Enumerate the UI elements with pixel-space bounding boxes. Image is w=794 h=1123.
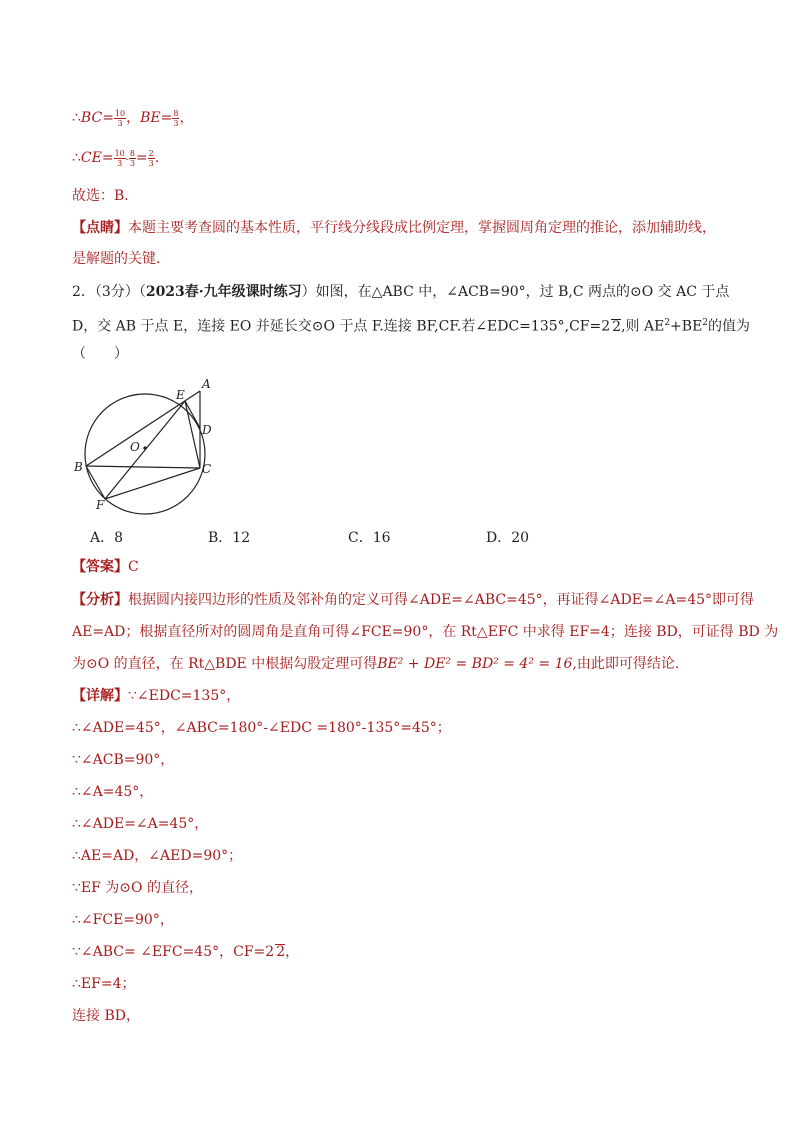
comment-line-2: 是解题的关键． — [72, 251, 170, 267]
detail-line-4: ∴∠A=45°， — [72, 784, 154, 800]
prev-choose: 故选：B． — [72, 188, 139, 204]
detail-line-9: ∵∠ABC= ∠EFC=45°，CF=2 2， — [72, 944, 300, 960]
geometry-figure — [68, 375, 228, 515]
detail-line-2: ∴∠ADE=45°，∠ABC=180°-∠EDC =180°-135°=45°； — [72, 720, 451, 736]
label-c: C — [202, 462, 212, 476]
segment-ba — [86, 391, 200, 466]
label-b: B — [74, 460, 83, 474]
comment-line-1: 【点睛】本题主要考查圆的基本性质，平行线分线段成比例定理，掌握圆周角定理的推论，添加辅助线， — [72, 220, 716, 236]
analysis-line-1: 【分析】根据圆内接四边形的性质及邻补角的定义可得∠ADE=∠ABC=45°，再证得∠ADE=∠A=45°即可得 — [72, 592, 755, 608]
detail-line-5: ∴∠ADE=∠A=45°， — [72, 816, 209, 832]
detail-line-10: ∴EF=4； — [72, 976, 136, 992]
label-e: E — [176, 388, 185, 402]
detail-line-3: ∵∠ACB=90°， — [72, 752, 175, 768]
segment-bf — [86, 466, 105, 499]
analysis-line-3: 为⊙O 的直径，在 Rt△BDE 中根据勾股定理可得BE² + DE² = BD² = 4² = 16,由此即可得结论. — [72, 656, 680, 672]
fraction-b: $\frac{8}{3}$ — [129, 148, 135, 168]
option-b: B．12 — [208, 530, 251, 546]
fraction-bc: $\frac{10}{3}$ — [114, 108, 126, 128]
label-f: F — [96, 498, 105, 512]
label-o: O — [130, 440, 140, 454]
sqrt-sign-2: 2 — [276, 944, 286, 960]
detail-line-7: ∵EF 为⊙O 的直径， — [72, 880, 203, 896]
segment-ef — [105, 401, 185, 499]
option-c: C．16 — [348, 530, 391, 546]
segment-fc — [105, 468, 200, 499]
question-line-1: 2．（3分）（2023春·九年级课时练习）如图，在△ABC 中，∠ACB=90°，过 B,C 两点的⊙O 交 AC 于点 — [72, 284, 730, 300]
fraction-c: $\frac{2}{3}$ — [148, 148, 154, 168]
pythagoras-formula: BE² + DE² = BD² = 4² = 16 — [377, 656, 573, 672]
fraction-be: $\frac{8}{3}$ — [173, 108, 179, 128]
question-blank: （ ） — [72, 346, 128, 362]
sqrt-sign: 2 — [612, 318, 622, 335]
detail-line-1: 【详解】∵∠EDC=135°， — [72, 688, 241, 704]
segment-ec — [185, 401, 200, 468]
fraction-a: $\frac{10}{3}$ — [114, 148, 125, 168]
label-d: D — [202, 423, 212, 437]
segment-bc — [86, 466, 200, 468]
detail-line-8: ∴∠FCE=90°， — [72, 912, 174, 928]
detail-line-6: ∴AE=AD，∠AED=90°； — [72, 848, 243, 864]
analysis-line-2: AE=AD；根据直径所对的圆周角是直角可得∠FCE=90°，在 Rt△EFC 中求得 EF=4；连接 BD，可证得 BD 为 — [72, 624, 779, 640]
segment-ed — [185, 401, 200, 428]
prev-line-2: ∴CE= $\frac{10}{3}$ - $\frac{8}{3}$ = $\frac{2}{3}$ . — [72, 148, 160, 168]
prev-line-1: ∴BC= $\frac{10}{3}$ ，BE= $\frac{8}{3}$ ， — [72, 108, 194, 128]
option-a: A．8 — [90, 530, 124, 546]
answer-line: 【答案】C — [72, 559, 139, 575]
label-a: A — [202, 377, 211, 391]
detail-line-11: 连接 BD， — [72, 1008, 140, 1024]
center-dot — [143, 446, 146, 449]
option-d: D．20 — [486, 530, 530, 546]
question-line-2: D，交 AB 于点 E，连接 EO 并延长交⊙O 于点 F.连接 BF,CF.若∠EDC=135°,CF=2 2,则 $AE^2+BE^2$的值为 — [72, 318, 751, 335]
